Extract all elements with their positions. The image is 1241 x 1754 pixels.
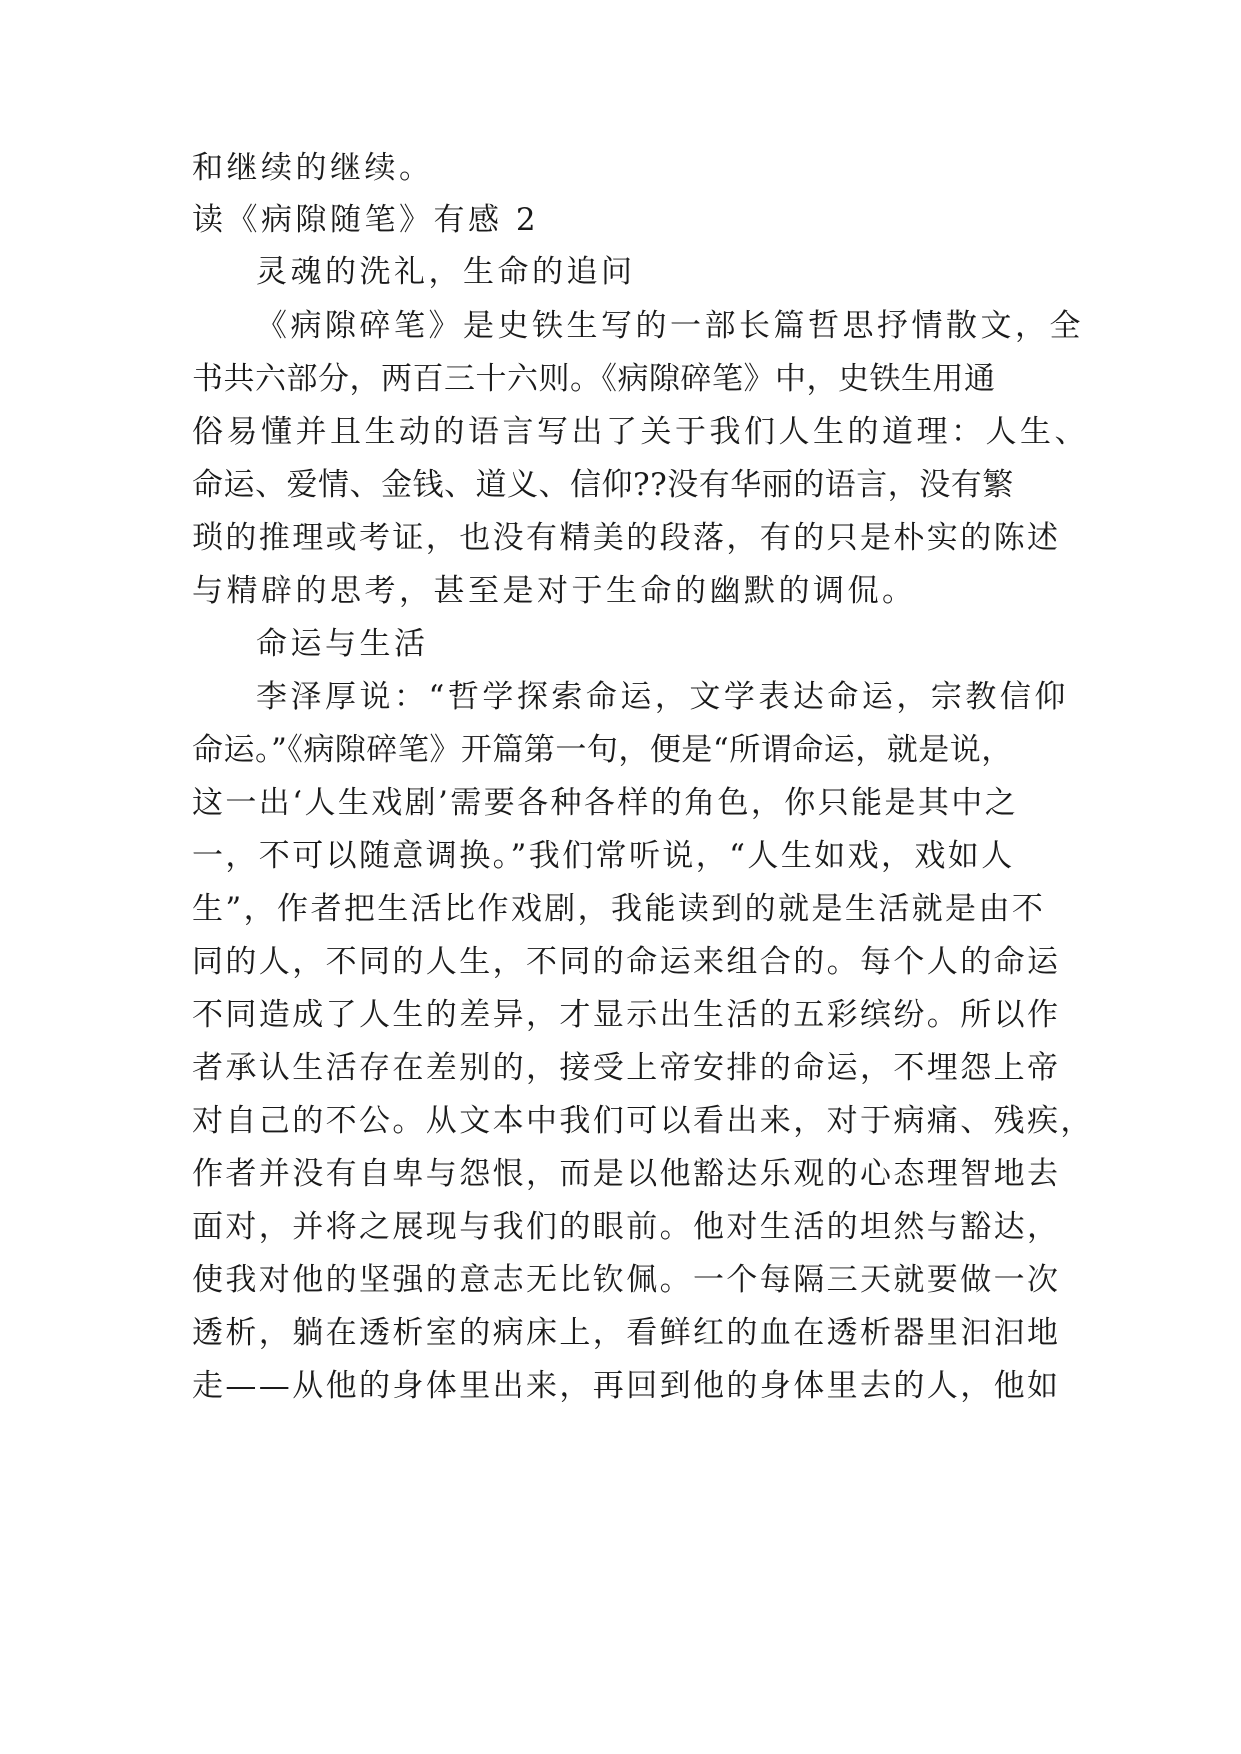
paragraph-line: 使我对他的坚强的意志无比钦佩。一个每隔三天就要做一次	[192, 1262, 1061, 1298]
section-heading: 读《病隙随笔》有感 2	[192, 202, 540, 238]
paragraph-line: 面对，并将之展现与我们的眼前。他对生活的坦然与豁达，	[192, 1209, 1061, 1245]
paragraph-line: 琐的推理或考证，也没有精美的段落，有的只是朴实的陈述	[192, 520, 1061, 556]
paragraph-line: 对自己的不公。从文本中我们可以看出来，对于病痛、残疾，	[192, 1103, 1094, 1139]
text-line: 和继续的继续。	[192, 150, 434, 186]
paragraph-line: 透析，躺在透析室的病床上，看鲜红的血在透析器里汩汩地	[192, 1315, 1061, 1351]
paragraph-line: 这一出‘人生戏剧’需要各种各样的角色，你只能是其中之	[192, 785, 1019, 821]
subheading: 命运与生活	[256, 626, 429, 662]
paragraph-line: 命运、爱情、金钱、道义、信仰??没有华丽的语言，没有繁	[192, 467, 1014, 503]
paragraph-line: 不同造成了人生的差异，才显示出生活的五彩缤纷。所以作	[192, 997, 1061, 1033]
paragraph-line: 与精辟的思考，甚至是对于生命的幽默的调侃。	[192, 573, 917, 609]
paragraph-line: 一，不可以随意调换。”我们常听说，“人生如戏，戏如人	[192, 838, 1015, 874]
paragraph-line: 同的人，不同的人生，不同的命运来组合的。每个人的命运	[192, 944, 1061, 980]
subheading: 灵魂的洗礼，生命的追问	[256, 254, 636, 290]
paragraph-line: 走——从他的身体里出来，再回到他的身体里去的人，他如	[192, 1368, 1061, 1404]
paragraph-line: 李泽厚说：“哲学探索命运，文学表达命运，宗教信仰	[256, 679, 1069, 715]
paragraph-line: 《病隙碎笔》是史铁生写的一部长篇哲思抒情散文，全	[256, 308, 1084, 344]
paragraph-line: 者承认生活存在差别的，接受上帝安排的命运，不埋怨上帝	[192, 1050, 1061, 1086]
paragraph-line: 作者并没有自卑与怨恨，而是以他豁达乐观的心态理智地去	[192, 1156, 1061, 1192]
paragraph-line: 书共六部分，两百三十六则。《病隙碎笔》中，史铁生用通	[192, 361, 996, 397]
paragraph-line: 俗易懂并且生动的语言写出了关于我们人生的道理：人生、	[192, 414, 1089, 450]
paragraph-line: 生”，作者把生活比作戏剧，我能读到的就是生活就是由不	[192, 891, 1046, 927]
paragraph-line: 命运。”《病隙碎笔》开篇第一句，便是“所谓命运，就是说，	[192, 732, 1013, 768]
